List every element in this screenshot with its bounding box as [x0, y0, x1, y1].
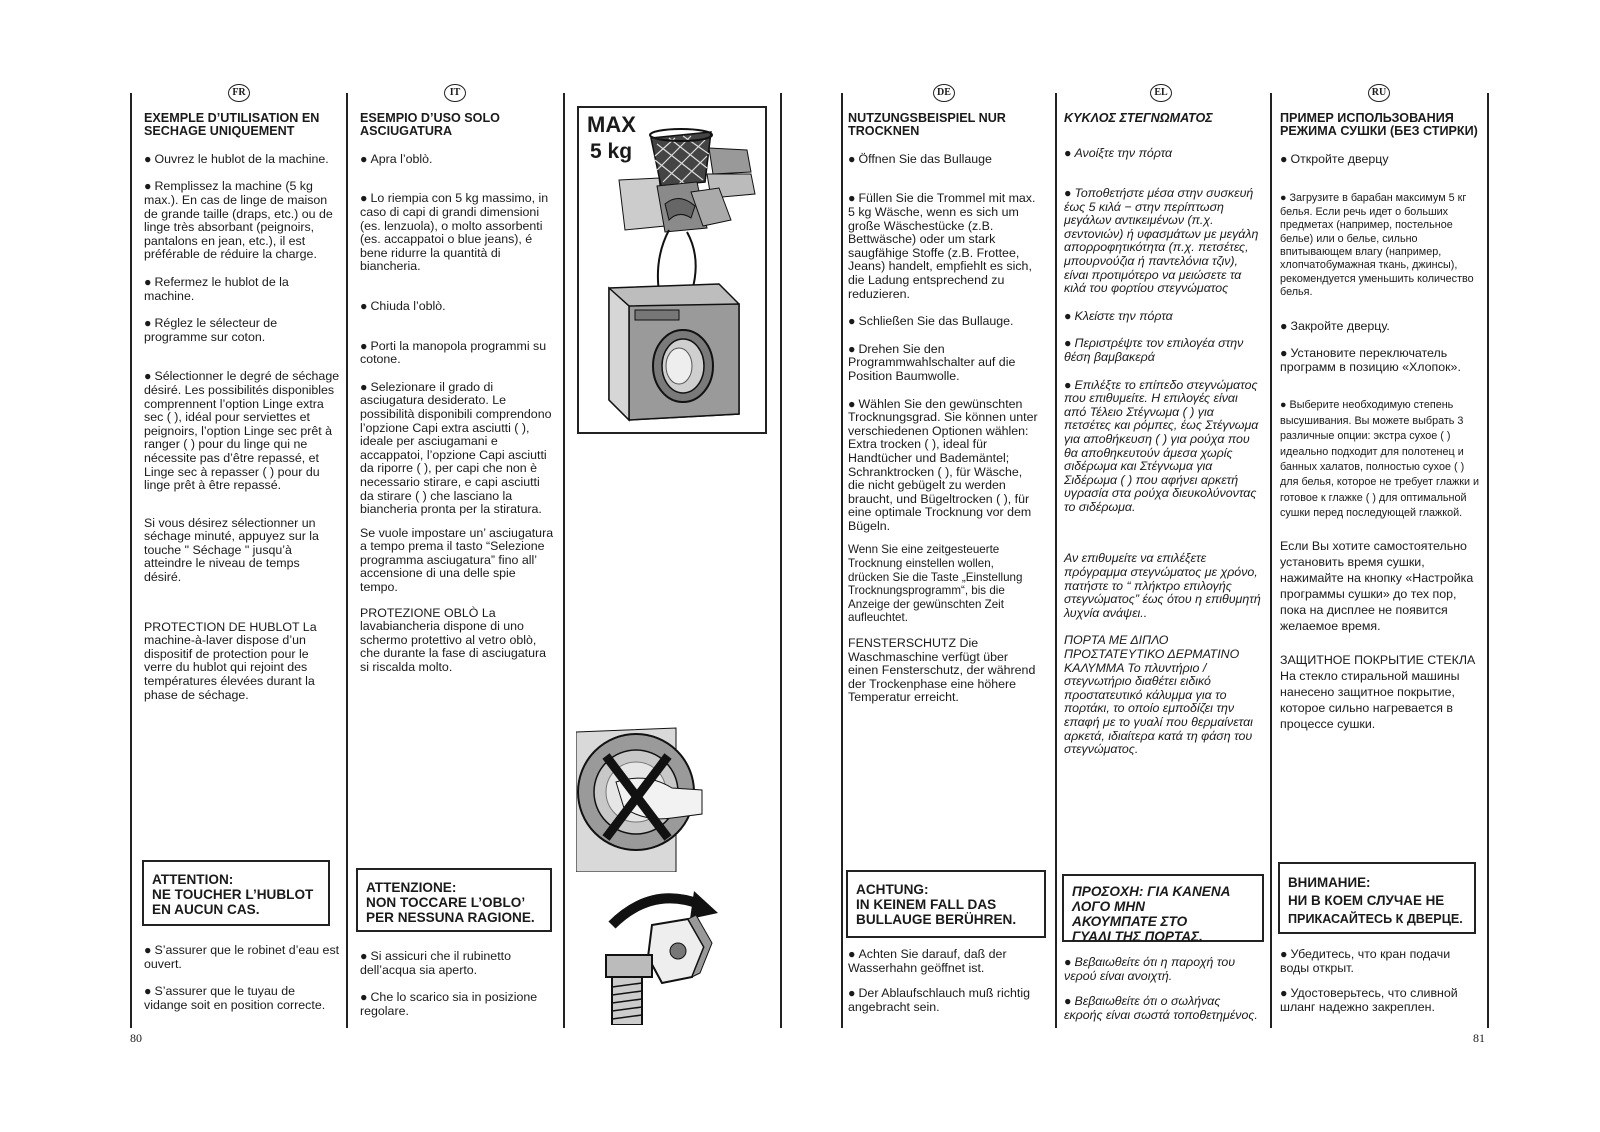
- column-divider: [346, 93, 348, 1028]
- step-open-door: ● Ouvrez le hublot de la machine.: [144, 153, 340, 167]
- step-tap-open: ● Βεβαιωθείτε ότι η παροχή του νερού είναι ανοιχτή.: [1064, 956, 1262, 983]
- step-fill: ● Remplissez la machine (5 kg max.). En cas de linge de maison de grande taille (draps, etc.) ou de linge très absorbant (peignoirs, pantalons en jean, etc.), il est préférable de réduire la charge.: [144, 180, 340, 262]
- kg-label: 5 kg: [590, 140, 633, 163]
- warning-line: EN AUCUN CAS.: [152, 902, 260, 917]
- step-close-door: ● Chiuda l’oblò.: [360, 300, 556, 314]
- step-program: ● Περιστρέψτε τον επιλογέα στην θέση βαμβακερά: [1064, 337, 1262, 364]
- step-dry-level: ● Sélectionner le degré de séchage désiré. Les possibilités disponibles comprennent l’option Linge extra sec ( ), idéal pour serviettes et peignoirs, l’option Linge sec prêt à ranger ( ) pour du linge qui ne nécessite pas d’être repassé, et Linge sec à repasser ( ) pour du linge prêt à être repassé.: [144, 370, 340, 492]
- warning-line: NON TOCCARE L’OBLO’: [366, 895, 526, 910]
- column-divider: [563, 93, 565, 1028]
- column-ru: [1280, 112, 1482, 732]
- timed-drying-text: Se vuole impostare un’ asciugatura a tempo prema il tasto “Selezione programma asciugatura” fino all’ accensione di una delle spie tempo.: [360, 525, 554, 595]
- column-fr: [144, 112, 340, 702]
- max-label: MAX: [587, 112, 636, 137]
- section-heading: ESEMPIO D’USO SOLO ASCIUGATURA: [360, 111, 500, 139]
- step-dry-level: ● Wählen Sie den gewünschten Trocknungsgrad. Sie können unter verschiedenen Optionen wählen: Extra trocken ( ), ideal für Handtücher und Bademäntel; Schranktrocken ( ), für Wäsche, die nicht gebügelt zu werden braucht, und Bügeltrocken ( ), für eine optimale Trocknung vor dem Bügeln.: [848, 398, 1038, 534]
- warning-line: ПРИКАСАЙТЕСЬ К ДВЕРЦЕ.: [1288, 912, 1463, 926]
- column-it-after: [360, 950, 556, 1018]
- step-fill: ● Τοποθετήστε μέσα στην συσκευή έως 5 κιλά − στην περίπτωση μεγάλων αντικειμένων (π.χ. σεντονιών) ή υφασμάτων με μεγάλη απορροφητικότητα (π.χ. πετσέτες, μπουρνούζια ή παντελόνια τζιν), είναι προτιμότερο να μειώσετε τα κιλά του φορτίου στεγνώματος: [1064, 187, 1262, 296]
- column-divider: [780, 93, 782, 1028]
- warning-line: ΛΟΓΟ ΜΗΝ: [1072, 899, 1145, 914]
- warning-line: ACHTUNG:: [856, 882, 929, 897]
- column-divider: [1487, 93, 1489, 1028]
- door-protection-text: PROTEZIONE OBLÒ La lavabiancheria dispone di uno schermo protettivo al vetro oblò, che durante la fase di asciugatura si riscalda molto.: [360, 605, 546, 675]
- column-el: [1064, 112, 1262, 757]
- door-protection-text: ΠΟΡΤΑ ΜΕ ΔΙΠΛΟ ΠΡΟΣΤΑΤΕΥΤΙΚΟ ΔΕΡΜΑΤΙΝΟ ΚΑΛΥΜΜΑ Το πλυντήριο / στεγνωτήριο διαθέτει ειδικό προστατευτικό κάλυμμα για το πορτάκι, το οποίο εμποδίζει την επαφή με το γυαλί που θερμαίνεται αρκετά, ιδιαίτερα κατά τη φάση του στεγνώματος.: [1064, 633, 1253, 757]
- step-fill: ● Загрузите в барабан максимум 5 кг белья. Если речь идет о больших предметах (например, постельное белье) или о белье, сильно впитывающем влагу (например, хлопчатобумажная ткань, джинсы), рекомендуется уменьшить количество белья.: [1280, 192, 1482, 299]
- column-divider: [1055, 93, 1057, 1028]
- warning-line: BULLAUGE BERÜHREN.: [856, 912, 1017, 927]
- section-heading: ΚΥΚΛΟΣ ΣΤΕΓΝΩΜΑΤΟΣ: [1064, 111, 1213, 125]
- column-de: [848, 112, 1038, 705]
- step-program: ● Drehen Sie den Programmwahlschalter auf die Position Baumwolle.: [848, 343, 1038, 384]
- max-load-illustration: [577, 106, 767, 434]
- step-dry-level: ● Επιλέξτε το επίπεδο στεγνώματος που επιθυμείτε. Η επιλογές είναι από Τέλειο Στέγνωμα ( ) για πετσέτες και ρόμπες, έως Στέγνωμα για αποθήκευση ( ) για ρούχα που θα αποθηκευτούν άμεσα χωρίς σιδέρωμα και Στέγνωμα για Σιδέρωμα ( ) που αφήνει αρκετή υγρασία στα ρούχα διευκολύνοντας το σιδέρωμα.: [1064, 379, 1262, 515]
- step-dry-level: ● Selezionare il grado di asciugatura desiderato. Le possibilità disponibili comprendono l’opzione Capi extra asciutti ( ), ideale per asciugamani e accappatoi, l’opzione Capi asciutti da riporre ( ), per capi che non è necessario stirare, e capi asciutti da stirare ( ) che lasciano la biancheria pronta per la stiratura.: [360, 381, 556, 517]
- warning-box-el: [1062, 874, 1264, 942]
- column-divider: [841, 93, 843, 1028]
- step-close-door: ● Κλείστε την πόρτα: [1064, 310, 1262, 324]
- language-flag-el: EL: [1150, 84, 1172, 102]
- step-drain-hose: ● Βεβαιωθείτε ότι ο σωλήνας εκροής είναι σωστά τοποθετημένος.: [1064, 995, 1262, 1022]
- column-divider: [130, 93, 132, 1028]
- step-drain-hose: ● S’assurer que le tuyau de vidange soit en position correcte.: [144, 985, 340, 1012]
- step-fill: ● Lo riempia con 5 kg massimo, in caso di capi di grandi dimensioni (es. lenzuola), o molto assorbenti (es. accappatoi o blue jeans), é bene ridurre la quantità di biancheria.: [360, 192, 556, 274]
- timed-drying-text: Wenn Sie eine zeitgesteuerte Trocknung einstellen wollen, drücken Sie die Taste „Einstellung Trocknungsprogramm“, bis die Anzeige der gewünschten Zeit aufleuchtet.: [848, 543, 1023, 625]
- door-protection-text: PROTECTION DE HUBLOT La machine-à-laver dispose d’un dispositif de protection pour le verre du hublot qui rejoint des températures élevées durant la phase de séchage.: [144, 619, 317, 702]
- warning-box-fr: [142, 860, 330, 926]
- step-drain-hose: ● Der Ablaufschlauch muß richtig angebracht sein.: [848, 987, 1038, 1014]
- page-number-right: 81: [1473, 1031, 1485, 1045]
- step-open-door: ● Откройте дверцу: [1280, 153, 1482, 167]
- step-close-door: ● Schließen Sie das Bullauge.: [848, 315, 1038, 329]
- step-close-door: ● Закройте дверцу.: [1280, 320, 1482, 334]
- timed-drying-text: Si vous désirez sélectionner un séchage minuté, appuyez sur la touche " Séchage " jusqu’à atteindre le niveau de temps désiré.: [144, 515, 319, 585]
- warning-line: ΠΡΟΣΟΧΗ: ΓΙΑ ΚΑΝΕΝΑ: [1072, 884, 1231, 899]
- column-fr-after: [144, 944, 340, 1012]
- language-flag-fr: FR: [228, 84, 250, 102]
- step-fill: ● Füllen Sie die Trommel mit max. 5 kg Wäsche, wenn es sich um große Wäschestücke (z.B. Bettwäsche) oder um stark saugfähige Stoffe (z.B. Frottee, Jeans) handelt, empfiehlt es sich, die Ladung entsprechend zu reduzieren.: [848, 192, 1038, 301]
- timed-drying-text: Αν επιθυμείτε να επιλέξετε πρόγραμμα στεγνώματος με χρόνο, πατήστε το “ πλήκτρο επιλογής στεγνώματος” έως ότου η επιθυμητή λυχνία ανάψει..: [1064, 551, 1261, 620]
- section-heading: NUTZUNGSBEISPIEL NUR TROCKNEN: [848, 111, 1006, 139]
- step-open-door: ● Apra l’oblò.: [360, 153, 556, 167]
- warning-box-ru: [1278, 862, 1476, 934]
- language-flag-de: DE: [933, 84, 955, 102]
- warning-box-it: [356, 868, 552, 932]
- step-tap-open: ● Si assicuri che il rubinetto dell’acqua sia aperto.: [360, 950, 556, 977]
- section-heading: ПРИМЕР ИСПОЛЬЗОВАНИЯ РЕЖИМА СУШКИ (БЕЗ СТИРКИ): [1280, 111, 1478, 139]
- timed-drying-text: Если Вы хотите самостоятельно установить время сушки, нажимайте на кнопку «Настройка программы сушки» до тех пор, пока на дисплее не появится желаемое время.: [1280, 538, 1474, 633]
- washing-machine-icon: [609, 284, 739, 420]
- language-flag-ru: RU: [1368, 84, 1390, 102]
- warning-line: PER NESSUNA RAGIONE.: [366, 910, 535, 925]
- door-protection-text: FENSTERSCHUTZ Die Waschmaschine verfügt über einen Fensterschutz, der während der Trockenphase eine höhere Temperatur erreicht.: [848, 636, 1036, 705]
- warning-line: ΓΥΑΛΙ ΤΗΣ ΠΟΡΤΑΣ.: [1072, 929, 1203, 944]
- warning-line: ΑΚΟΥΜΠΑΤΕ ΣΤΟ: [1072, 914, 1188, 929]
- step-program: ● Установите переключатель программ в позицию «Хлопок».: [1280, 347, 1482, 374]
- door-protection-text: ЗАЩИТНОЕ ПОКРЫТИЕ СТЕКЛА На стекло стиральной машины нанесено защитное покрытие, которое сильно нагревается в процессе сушки.: [1280, 652, 1476, 731]
- step-program: ● Porti la manopola programmi su cotone.: [360, 340, 556, 367]
- step-drain-hose: ● Удостоверьтесь, что сливной шланг надежно закреплен.: [1280, 987, 1482, 1014]
- step-tap-open: ● Achten Sie darauf, daß der Wasserhahn geöffnet ist.: [848, 948, 1038, 975]
- laundry-basket-icon: [579, 108, 765, 432]
- column-ru-after: [1280, 948, 1482, 1014]
- warning-line: ATTENZIONE:: [366, 880, 457, 895]
- step-close-door: ● Refermez le hublot de la machine.: [144, 276, 340, 303]
- warning-line: ВНИМАНИЕ:: [1288, 875, 1371, 890]
- step-tap-open: ● S’assurer que le robinet d’eau est ouvert.: [144, 944, 340, 971]
- page-number-left: 80: [130, 1031, 142, 1045]
- faucet-icon: [592, 885, 742, 1025]
- section-heading: EXEMPLE D’UTILISATION EN SECHAGE UNIQUEMENT: [144, 111, 320, 139]
- warning-line: НИ В КОЕМ СЛУЧАЕ НЕ: [1288, 893, 1445, 908]
- step-dry-level: ● Выберите необходимую степень высушивания. Вы можете выбрать 3 различные опции: экстра сухое ( ) идеально подходит для полотенец и банных халатов, полностью сухое ( ) для белья, которое не требует глажки и готовое к глажке ( ) для оптимальной сушки перед последующей глажкой.: [1280, 398, 1482, 521]
- column-de-after: [848, 948, 1038, 1014]
- no-touch-door-icon: [576, 722, 706, 872]
- step-drain-hose: ● Che lo scarico sia in posizione regolare.: [360, 991, 556, 1018]
- step-program: ● Réglez le sélecteur de programme sur coton.: [144, 317, 340, 344]
- warning-line: ATTENTION:: [152, 872, 234, 887]
- column-divider: [1270, 93, 1272, 1028]
- warning-line: IN KEINEM FALL DAS: [856, 897, 997, 912]
- step-open-door: ● Öffnen Sie das Bullauge: [848, 153, 1038, 167]
- step-open-door: ● Ανοίξτε την πόρτα: [1064, 147, 1262, 161]
- warning-line: NE TOUCHER L’HUBLOT: [152, 887, 314, 902]
- column-it: [360, 112, 556, 675]
- step-tap-open: ● Убедитесь, что кран подачи воды открыт.: [1280, 948, 1482, 975]
- column-el-after: [1064, 956, 1262, 1022]
- language-flag-it: IT: [444, 84, 466, 102]
- warning-box-de: [846, 870, 1046, 938]
